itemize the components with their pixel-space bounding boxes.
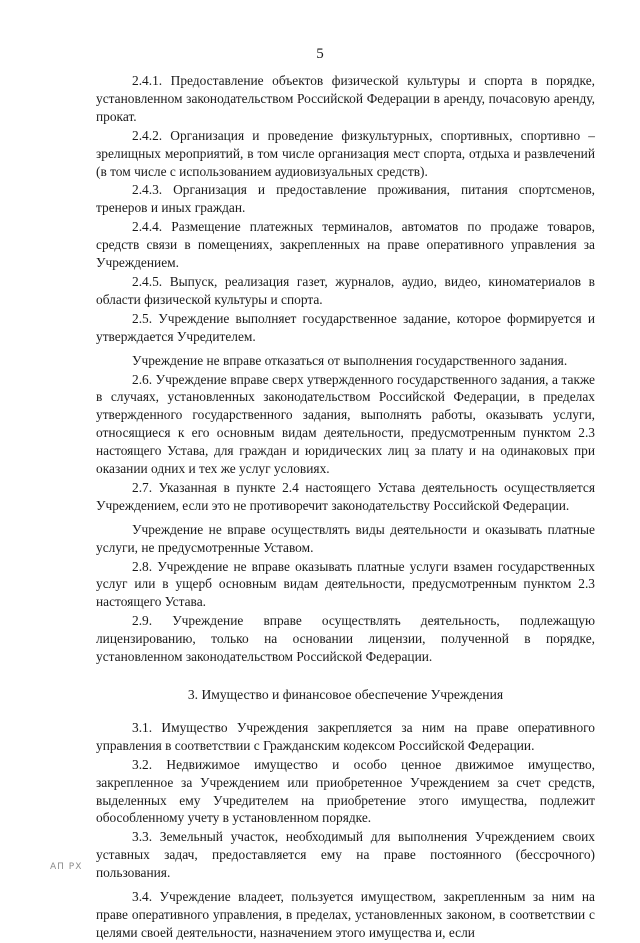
paragraph-2-4-2: 2.4.2. Организация и проведение физкультурных, спортивных, спортивно – зрелищных мероприятий, в том числе организация мест спорта, отдыха и развлечений (в том числе с использованием аудиовизуальных средств).: [96, 127, 595, 179]
paragraph-2-8: 2.8. Учреждение не вправе оказывать платные услуги взамен государственных услуг или в ущерб основным видам деятельности, предусмотренным пунктом 2.3 настоящего Устава.: [96, 558, 595, 610]
paragraph-2-7: 2.7. Указанная в пункте 2.4 настоящего Устава деятельность осуществляется Учреждением, если это не противоречит законодательству Российской Федерации.: [96, 479, 595, 513]
paragraph-3-1: 3.1. Имущество Учреждения закрепляется за ним на праве оперативного управления в соответствии с Гражданским кодексом Российской Федерации.: [96, 719, 595, 753]
section-3-heading: 3. Имущество и финансовое обеспечение Учреждения: [187, 687, 504, 702]
paragraph-2-5: 2.5. Учреждение выполняет государственное задание, которое формируется и утверждается Учредителем.: [96, 310, 595, 344]
document-body: [96, 72, 595, 943]
paragraph-3-4: 3.4. Учреждение владеет, пользуется имуществом, закрепленным за ним на праве оперативного управления, в пределах, установленных законом, в соответствии с целями своей деятельности, назначением этого имущества и, если: [96, 889, 595, 940]
paragraph-2-9: 2.9. Учреждение вправе осуществлять деятельность, подлежащую лицензированию, только на основании лицензии, полученной в порядке, установленном законодательством Российской Федерации.: [96, 613, 595, 665]
paragraph-3-2: 3.2. Недвижимое имущество и особо ценное движимое имущество, закрепленное за Учреждением или приобретенное Учреждением за счет средств, выделенных ему Учредителем на приобретение этого имущества, подлежит обособленному учету в установленном порядке.: [96, 756, 595, 826]
paragraph-2-4-5: 2.4.5. Выпуск, реализация газет, журналов, аудио, видео, киноматериалов в области физической культуры и спорта.: [96, 273, 595, 307]
paragraph-2-7-note: Учреждение не вправе осуществлять виды деятельности и оказывать платные услуги, не предусмотренные Уставом.: [96, 521, 595, 555]
paragraph-3-3: 3.3. Земельный участок, необходимый для выполнения Учреждением своих уставных задач, предоставляется ему на праве постоянного (бессрочного) пользования.: [96, 829, 595, 881]
paragraph-2-4-1: 2.4.1. Предоставление объектов физической культуры и спорта в порядке, установленном законодательством Российской Федерации в аренду, почасовую аренду, прокат.: [96, 73, 595, 124]
paragraph-2-4-3: 2.4.3. Организация и предоставление проживания, питания спортсменов, тренеров и иных граждан.: [96, 182, 595, 216]
paragraph-2-5-note: Учреждение не вправе отказаться от выполнения государственного задания.: [132, 352, 568, 368]
paragraph-2-6: 2.6. Учреждение вправе сверх утвержденного государственного задания, а также в случаях, установленных законодательством Российской Федерации, в пределах утвержденного государственного задания, выполнять работы, оказывать услуги, относящиеся к его основным видам деятельности, предусмотренным пунктом 2.3 настоящего Устава, для граждан и юридических лиц за плату и на одинаковых при оказании одних и тех же услуг условиях.: [96, 371, 595, 477]
footer-stamp: АП РХ: [50, 862, 83, 872]
page-number: 5: [316, 46, 324, 62]
paragraph-2-4-4: 2.4.4. Размещение платежных терминалов, автоматов по продаже товаров, средств связи в помещениях, закрепленных на праве оперативного управления за Учреждением.: [96, 219, 595, 271]
